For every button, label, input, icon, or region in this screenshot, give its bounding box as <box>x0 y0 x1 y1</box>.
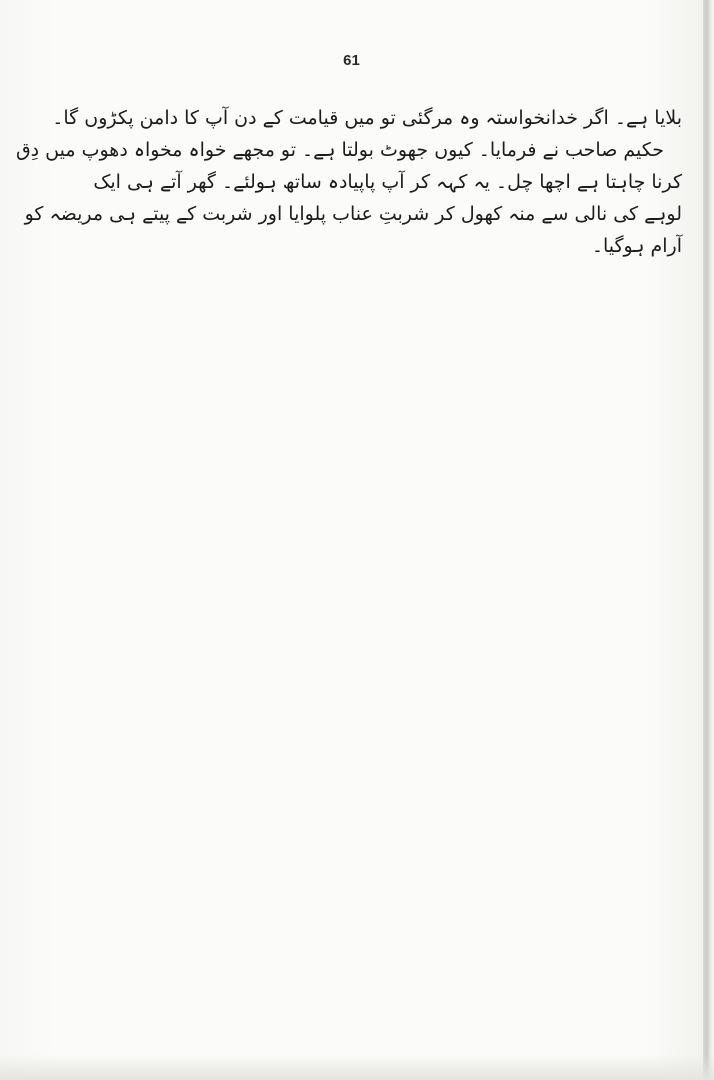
text-line: بلایا ہے۔ اگر خدانخواستہ وہ مرگئی تو میں قیامت کے دن آپ کا دامن پکڑوں گا۔ <box>52 107 682 129</box>
text-line: کرنا چاہتا ہے اچھا چل۔ یہ کہہ کر آپ پاپیادہ ساتھ ہولئے۔ گھر آتے ہی ایک <box>93 171 682 193</box>
text-line: لوہے کی نالی سے منہ کھول کر شربتِ عناب پلوایا اور شربت کے پیتے ہی مریضہ کو <box>24 203 682 225</box>
text-line: حکیم صاحب نے فرمایا۔ کیوں جھوٹ بولتا ہے۔ تو مجھے خواہ مخواہ دھوپ میں دِق <box>15 139 664 161</box>
page-number: 61 <box>343 52 360 69</box>
text-line: آرام ہوگیا۔ <box>591 235 682 257</box>
body-paragraph <box>15 102 682 262</box>
bottom-shadow <box>0 1054 714 1080</box>
page-edge <box>703 0 714 1080</box>
